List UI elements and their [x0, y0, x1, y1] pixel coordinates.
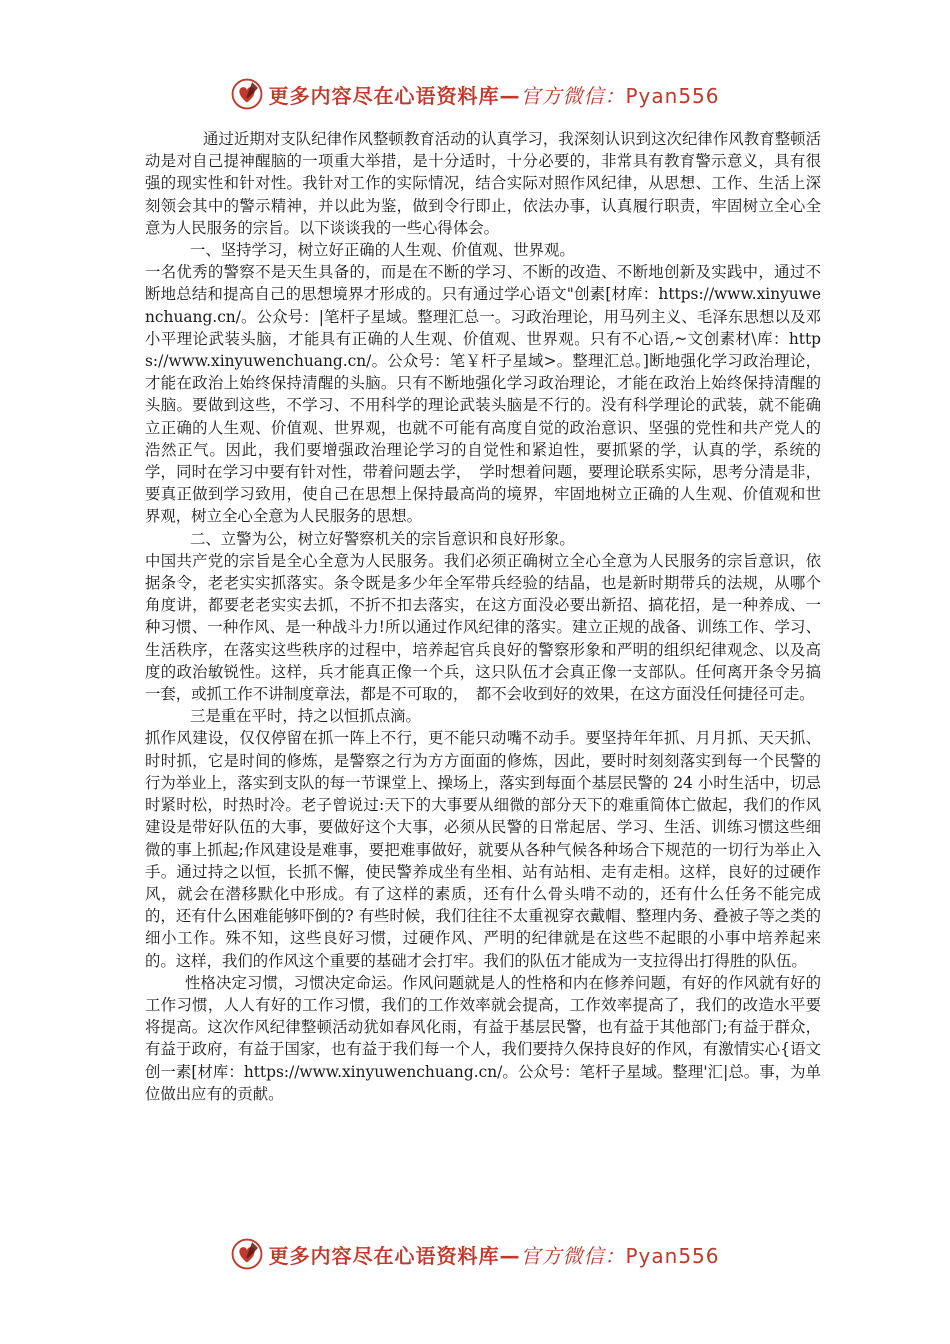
footer-dash: —: [499, 1243, 521, 1268]
header-slogan: [268, 80, 719, 109]
body-paragraph-1: 一名优秀的警察不是天生具备的，而是在不断的学习、不断的改造、不断地创新及实践中，通过不断地总结和提高自己的思想境界才形成的。只有通过学心语文"创素[材库：https://www.xinyuwenchuang.cn/。公众号：|笔杆子星域。整理汇总一。习政治理论，用马列主义、毛泽东思想以及邓小平理论武装头脑，才能具有正确的人生观、价值观、世界观。只有不心语,~文创素材\库：https://www.xinyuwenchuang.cn/。公众号：笔￥杆子星域>。整理汇总。]断地强化学习政治理论，才能在政治上始终保持清醒的头脑。只有不断地强化学习政治理论，才能在政治上始终保持清醒的头脑。要做到这些，不学习、不用科学的理论武装头脑是不行的。没有科学理论的武装，就不能确立正确的人生观、价值观、世界观，也就不可能有高度自觉的政治意识、坚强的党性和共产党人的浩然正气。因此，我们要增强政治理论学习的自觉性和紧迫性，要抓紧的学，认真的学，系统的学，同时在学习中要有针对性，带着问题去学， 学时想着问题，要理论联系实际，思考分清是非，要真正做到学习致用，使自己在思想上保持最高尚的境界，牢固地树立正确的人生观、价值观和世界观，树立全心全意为人民服务的思想。: [145, 263, 821, 526]
footer-slogan: [268, 1240, 719, 1269]
header-wechat-label: 官方微信：: [520, 83, 626, 108]
section-heading-3: 三是重在平时，持之以恒抓点滴。: [190, 707, 421, 726]
section-heading-1: 一、坚持学习，树立好正确的人生观、价值观、世界观。: [190, 241, 575, 260]
header-slogan-text: 更多内容尽在心语资料库: [268, 83, 500, 108]
header-banner: [0, 74, 950, 114]
footer-wechat-id: Pyan556: [625, 1243, 720, 1268]
heart-pen-logo-icon: [230, 77, 264, 111]
footer-banner: [0, 1234, 950, 1274]
intro-paragraph: 通过近期对支队纪律作风整顿教育活动的认真学习，我深刻认识到这次纪律作风教育整顿活动是对自己提神醒脑的一项重大举措，是十分适时，十分必要的，非常具有教育警示意义，具有很强的现实性和针对性。我针对工作的实际情况，结合实际对照作风纪律，从思想、工作、生活上深刻领会其中的警示精神，并以此为鉴，做到令行即止，依法办事，认真履行职责，牢固树立全心全意为人民服务的宗旨。以下谈谈我的一些心得体会。: [145, 130, 821, 237]
body-paragraph-3: 抓作风建设，仅仅停留在抓一阵上不行，更不能只动嘴不动手。要坚持年年抓、月月抓、天天抓、时时抓，它是时间的修炼，是警察之行为方方面面的修炼，因此，要时时刻刻落实到每一个民警的行为举业上，落实到支队的每一节课堂上、操场上，落实到每面个基层民警的 24 小时生活中，切忌时紧时松，时热时冷。老子曾说过:天下的大事要从细微的部分天下的难重简体亡做起，我们的作风建设是带好队伍的大事，要做好这个大事，必须从民警的日常起居、学习、生活、训练习惯这些细微的事上抓起;作风建设是难事，要把难事做好，就要从各种气候各种场合下规范的一切行为举止入手。通过持之以恒，长抓不懈，使民警养成坐有坐相、站有站相、走有走相。这样，良好的过硬作风，就会在潜移默化中形成。有了这样的素质，还有什么骨头啃不动的，还有什么任务不能完成的，还有什么困难能够吓倒的? 有些时候，我们往往不太重视穿衣戴帽、整理内务、叠被子等之类的细小工作。殊不知，这些良好习惯，过硬作风、严明的纪律就是在这些不起眼的小事中培养起来的。这样，我们的作风这个重要的基础才会打牢。我们的队伍才能成为一支拉得出打得胜的队伍。: [145, 729, 821, 970]
body-paragraph-4: 性格决定习惯，习惯决定命运。作风问题就是人的性格和内在修养问题，有好的作风就有好的工作习惯，人人有好的工作习惯，我们的工作效率就会提高，工作效率提高了，我们的改造水平要将提高。这次作风纪律整顿活动犹如春风化雨，有益于基层民警，也有益于其他部门;有益于群众，有益于政府，有益于国家，也有益于我们每一个人，我们要持久保持良好的作风，有激情实心{语文创一素[材库：https://www.xinyuwenchuang.cn/。公众号：笔杆子星域。整理'汇|总。事，为单位做出应有的贡献。: [145, 973, 821, 1103]
footer-slogan-text: 更多内容尽在心语资料库: [268, 1243, 500, 1268]
header-wechat-id: Pyan556: [625, 83, 720, 108]
footer-wechat-label: 官方微信：: [520, 1243, 626, 1268]
document-body: [145, 128, 821, 1105]
body-paragraph-2: 中国共产党的宗旨是全心全意为人民服务。我们必须正确树立全心全意为人民服务的宗旨意识，依据条令，老老实实抓落实。条令既是多少年全军带兵经验的结晶，也是新时期带兵的法规，从哪个角度讲，都要老老实实去抓，不折不扣去落实，在这方面没必要出新招、搞花招，是一种养成、一种习惯、一种作风、是一种战斗力!所以通过作风纪律的落实。建立正规的战备、训练工作、学习、生活秩序，在落实这些秩序的过程中，培养起官兵良好的警察形象和严明的组织纪律观念、以及高度的政治敏锐性。这样，兵才能真正像一个兵，这只队伍才会真正像一支部队。任何离开条令另搞一套，或抓工作不讲制度章法，都是不可取的， 都不会收到好的效果，在这方面没任何捷径可走。: [145, 551, 821, 704]
header-dash: —: [499, 83, 521, 108]
heart-pen-logo-icon: [230, 1237, 264, 1271]
section-heading-2: 二、立警为公，树立好警察机关的宗旨意识和良好形象。: [190, 529, 575, 548]
